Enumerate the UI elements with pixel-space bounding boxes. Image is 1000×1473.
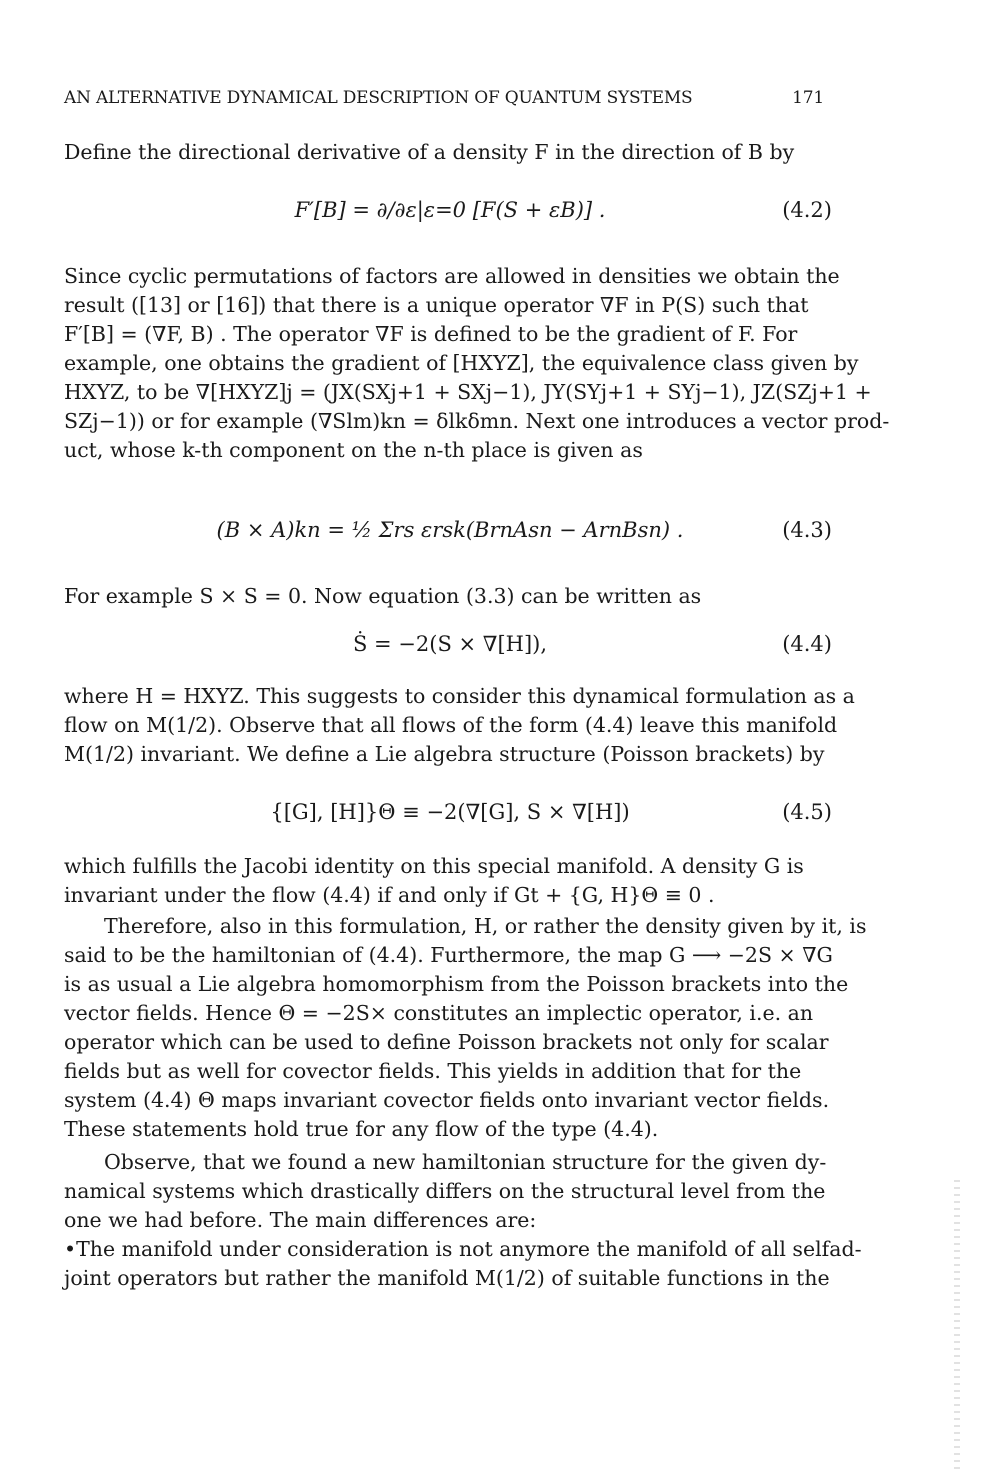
text-line: F′[B] = (∇F, B) . The operator ∇F is defined to be the gradient of F. For [64,322,798,346]
text-line: fields but as well for covector fields. This yields in addition that for the [64,1059,802,1083]
text-line: result ([13] or [16]) that there is a unique operator ∇F in P(S) such that [64,293,809,317]
equation-4-5 [64,792,836,840]
paragraph-gradient [64,262,890,465]
text-line: M(1/2) invariant. We define a Lie algebra structure (Poisson brackets) by [64,742,825,766]
paragraph-flow [64,682,855,769]
text-line: uct, whose k-th component on the n-th place is given as [64,438,643,462]
running-title: AN ALTERNATIVE DYNAMICAL DESCRIPTION OF QUANTUM SYSTEMS [64,88,693,108]
text-line: is as usual a Lie algebra homomorphism from the Poisson brackets into the [64,972,849,996]
paragraph-definition [64,138,836,167]
equation-4-4 [64,624,836,672]
text-line: SZj−1)) or for example (∇Slm)kn = δlkδmn. Next one introduces a vector prod- [64,409,890,433]
text-line: HXYZ, to be ∇[HXYZ]j = (JX(SXj+1 + SXj−1), JY(SYj+1 + SYj−1), JZ(SZj+1 + [64,380,872,404]
text-line: •The manifold under consideration is not anymore the manifold of all selfad- [64,1237,862,1261]
equation-body: F′[B] = ∂/∂ε|ε=0 [F(S + εB)] . [294,198,606,222]
text-line: system (4.4) Θ maps invariant covector fields onto invariant vector fields. [64,1088,830,1112]
text-line: Define the directional derivative of a density F in the direction of B by [64,140,795,164]
scan-edge-artifact [954,1180,960,1470]
equation-4-2 [64,190,836,238]
equation-4-3 [64,510,836,558]
text-line: namical systems which drastically differs on the structural level from the [64,1179,826,1203]
paragraph-example [64,582,836,611]
text-line: example, one obtains the gradient of [HXYZ], the equivalence class given by [64,351,859,375]
equation-body: {[G], [H]}Θ ≡ −2(∇[G], S × ∇[H]) [270,800,630,824]
paragraph-differences [64,1148,862,1293]
text-line: said to be the hamiltonian of (4.4). Furthermore, the map G ⟶ −2S × ∇G [64,943,833,967]
running-header [64,88,824,116]
text-line: Since cyclic permutations of factors are allowed in densities we obtain the [64,264,840,288]
text-line: Observe, that we found a new hamiltonian structure for the given dy- [104,1150,827,1174]
equation-body: Ṡ = −2(S × ∇[H]), [352,632,548,656]
text-line: invariant under the flow (4.4) if and only if Gt + {G, H}Θ ≡ 0 . [64,883,715,907]
text-line: vector fields. Hence Θ = −2S× constitutes an implectic operator, i.e. an [64,1001,814,1025]
equation-number: (4.5) [782,800,832,824]
equation-number: (4.4) [782,632,832,656]
equation-number: (4.2) [782,198,832,222]
text-line: For example S × S = 0. Now equation (3.3) can be written as [64,584,702,608]
text-line: operator which can be used to define Poisson brackets not only for scalar [64,1030,829,1054]
text-line: These statements hold true for any flow of the type (4.4). [64,1117,659,1141]
text-line: where H = HXYZ. This suggests to consider this dynamical formulation as a [64,684,855,708]
equation-number: (4.3) [782,518,832,542]
page-number: 171 [792,88,824,108]
equation-body: (B × A)kn = ½ Σrs εrsk(BrnAsn − ArnBsn) . [216,518,684,542]
text-line: which fulfills the Jacobi identity on this special manifold. A density G is [64,854,804,878]
paragraph-jacobi [64,852,836,910]
paragraph-hamiltonian [64,912,867,1144]
text-line: flow on M(1/2). Observe that all flows of the form (4.4) leave this manifold [64,713,838,737]
text-line: Therefore, also in this formulation, H, or rather the density given by it, is [104,914,867,938]
text-line: joint operators but rather the manifold M(1/2) of suitable functions in the [64,1266,830,1290]
text-line: one we had before. The main differences are: [64,1208,537,1232]
